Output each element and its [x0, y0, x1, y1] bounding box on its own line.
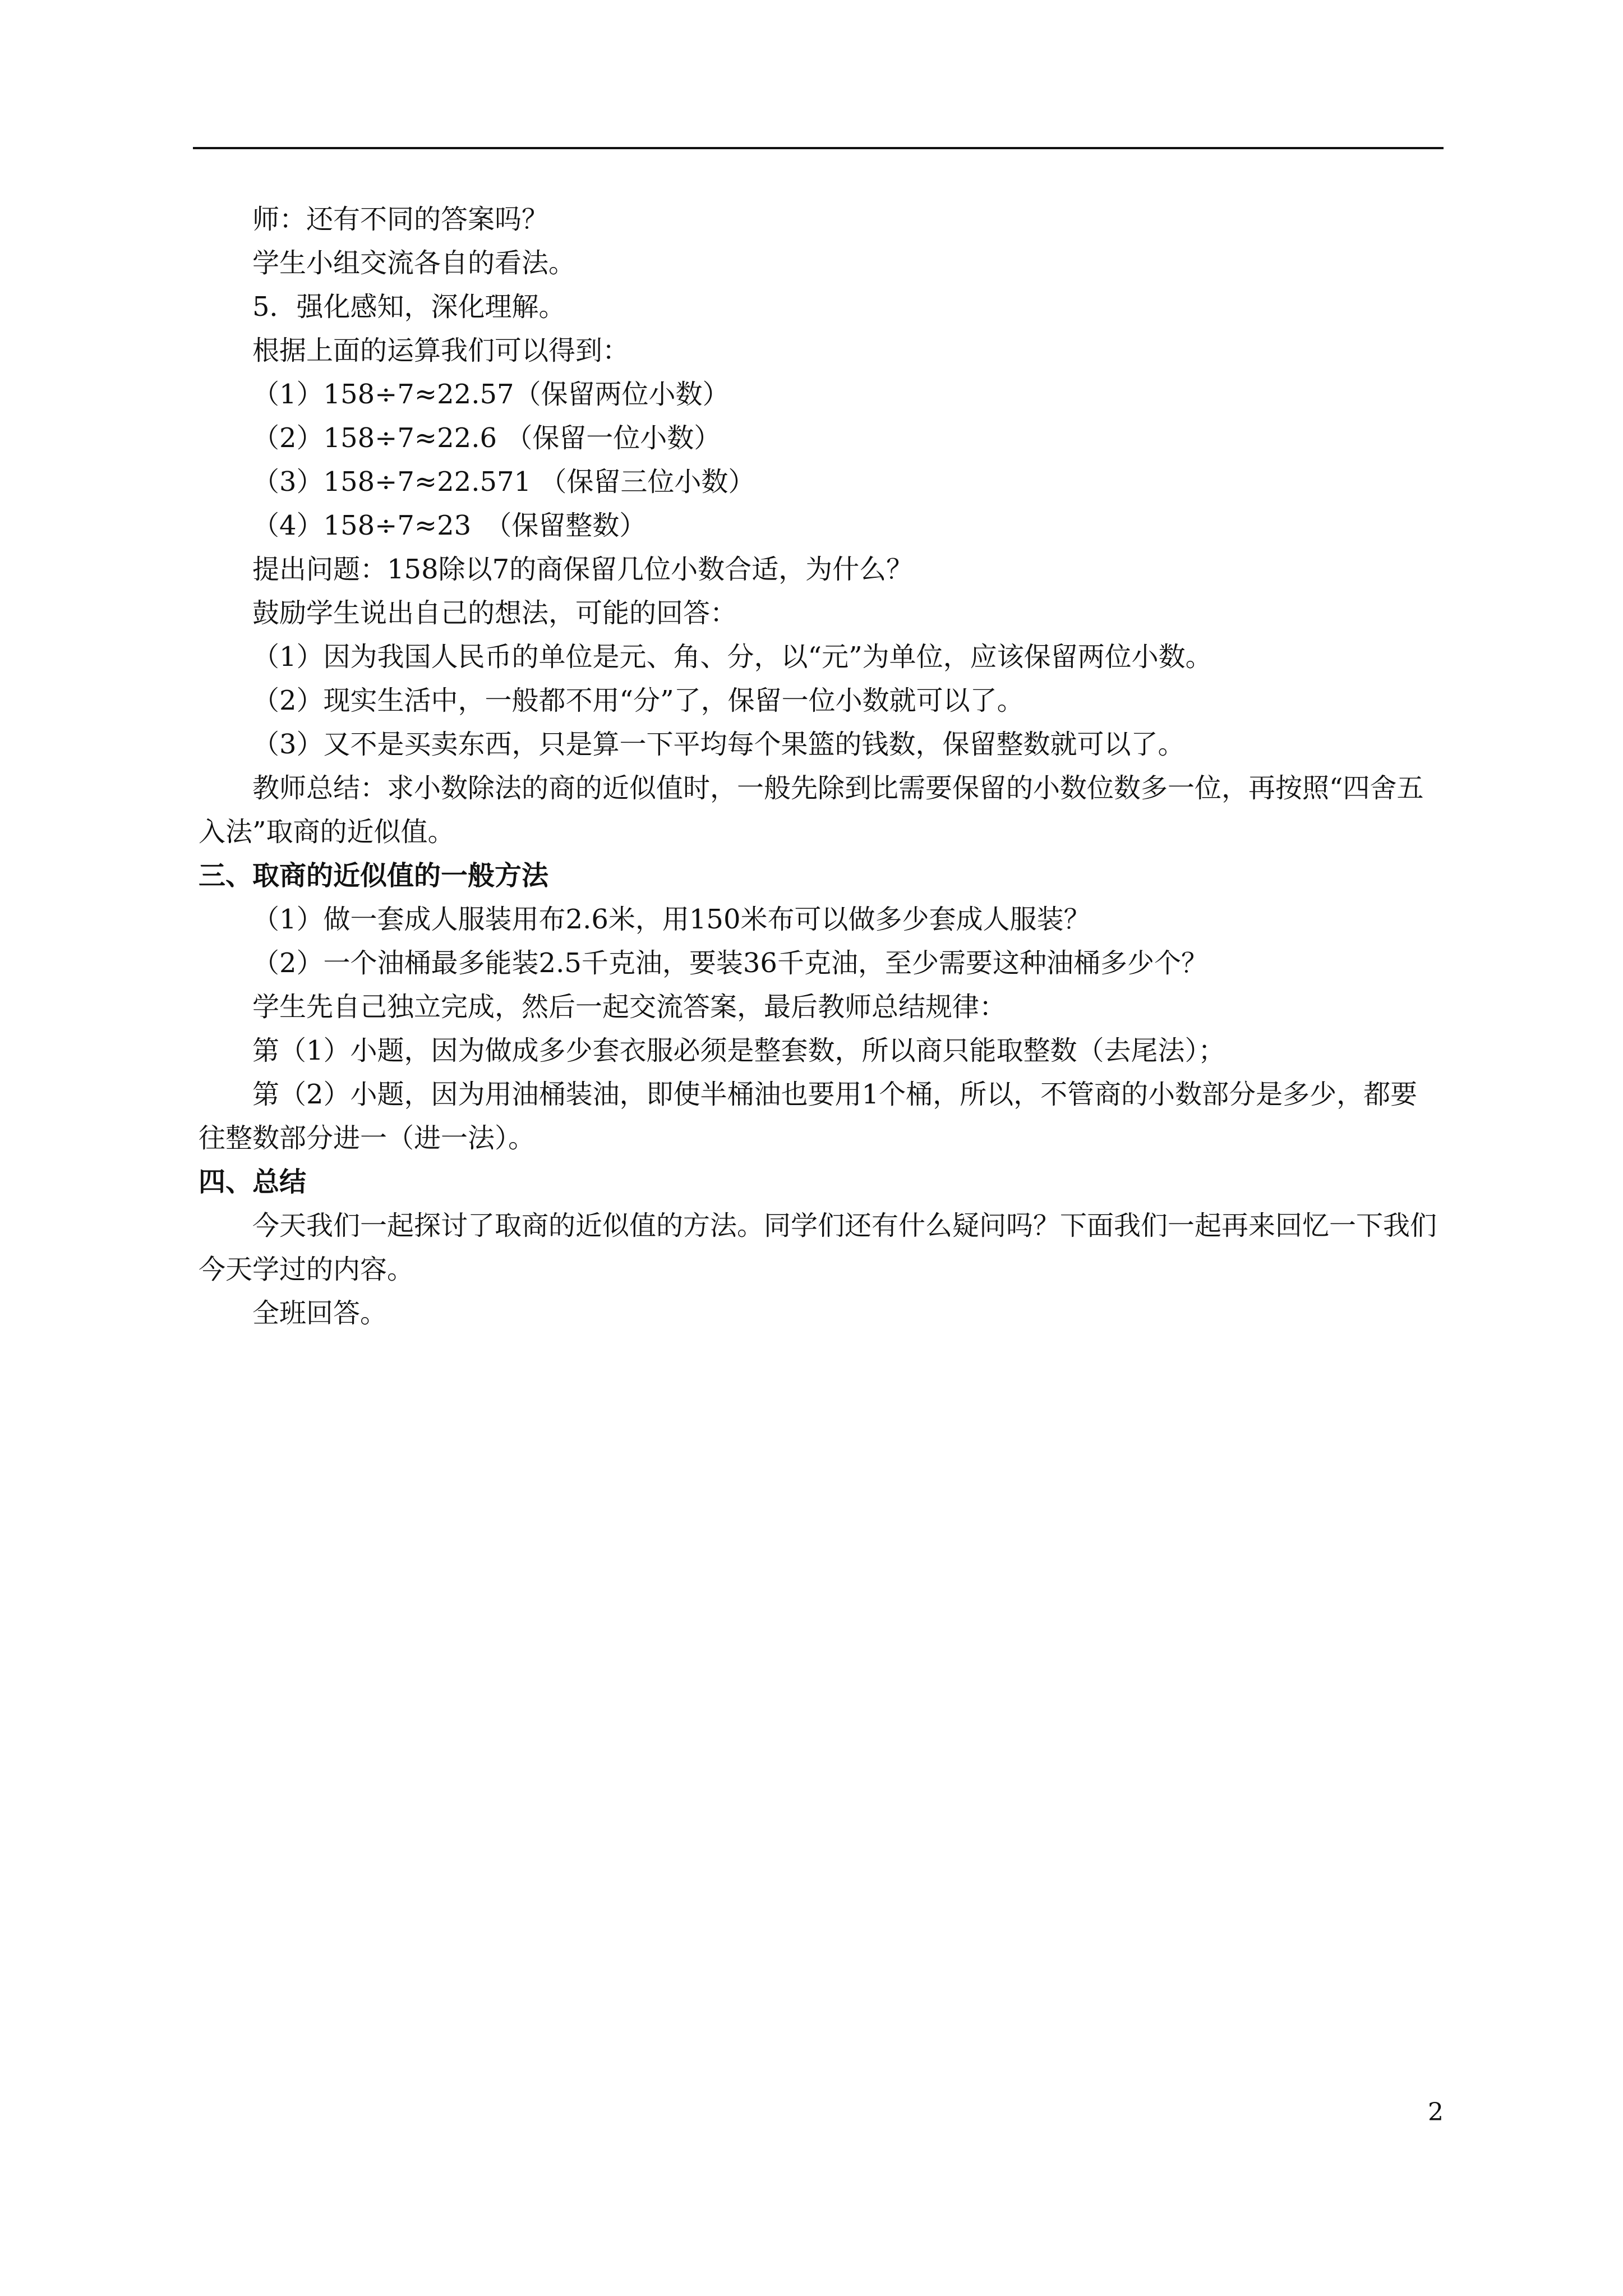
paragraph: 师：还有不同的答案吗？	[252, 204, 549, 235]
paragraph: 学生小组交流各自的看法。	[252, 247, 576, 279]
list-item: （1）因为我国人民币的单位是元、角、分，以“元”为单位，应该保留两位小数。	[252, 641, 1212, 673]
list-item: （4）158÷7≈23 （保留整数）	[252, 510, 647, 541]
list-item: （3）又不是买卖东西，只是算一下平均每个果篮的钱数，保留整数就可以了。	[252, 729, 1185, 760]
page-number: 2	[1428, 2098, 1444, 2127]
paragraph: 提出问题：158除以7的商保留几位小数合适，为什么？	[252, 554, 914, 585]
paragraph: 鼓励学生说出自己的想法，可能的回答：	[252, 597, 737, 629]
paragraph: 全班回答。	[252, 1297, 388, 1329]
section-heading: 四、总结	[199, 1166, 307, 1198]
section-heading: 三、取商的近似值的一般方法	[199, 860, 549, 891]
list-item: （2）一个油桶最多能装2.5千克油，要装36千克油，至少需要这种油桶多少个？	[252, 947, 1208, 979]
list-item: （1）做一套成人服装用布2.6米，用150米布可以做多少套成人服装？	[252, 904, 1091, 935]
paragraph: 5．强化感知，深化理解。	[252, 291, 566, 323]
list-item: （1）158÷7≈22.57（保留两位小数）	[252, 379, 730, 410]
paragraph: 第（1）小题，因为做成多少套衣服必须是整套数，所以商只能取整数（去尾法）；	[252, 1035, 1225, 1066]
list-item: （3）158÷7≈22.571 （保留三位小数）	[252, 466, 755, 498]
paragraph: 今天我们一起探讨了取商的近似值的方法。同学们还有什么疑问吗？下面我们一起再来回忆一下我们今天学过的内容。	[199, 1210, 1437, 1285]
paragraph: 第（2）小题，因为用油桶装油，即使半桶油也要用1个桶，所以，不管商的小数部分是多少，都要往整数部分进一（进一法）。	[199, 1079, 1418, 1154]
paragraph: 学生先自己独立完成，然后一起交流答案，最后教师总结规律：	[252, 991, 1007, 1023]
paragraph: 教师总结：求小数除法的商的近似值时，一般先除到比需要保留的小数位数多一位，再按照“四舍五入法”取商的近似值。	[199, 772, 1424, 848]
list-item: （2）现实生活中，一般都不用“分”了，保留一位小数就可以了。	[252, 685, 1024, 716]
document-body	[199, 197, 1444, 1335]
paragraph: 根据上面的运算我们可以得到：	[252, 335, 630, 366]
header-rule	[193, 147, 1444, 149]
list-item: （2）158÷7≈22.6 （保留一位小数）	[252, 422, 721, 454]
